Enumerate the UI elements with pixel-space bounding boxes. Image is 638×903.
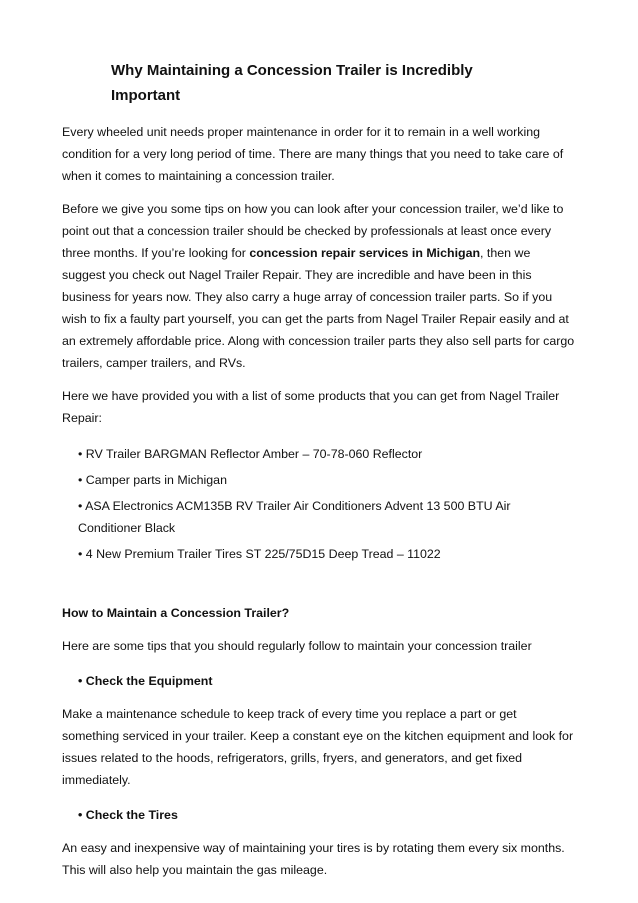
product-list-item: • ASA Electronics ACM135B RV Trailer Air Conditioners Advent 13 500 BTU Air Conditioner Black (78, 499, 511, 535)
tip-heading-equipment: • Check the Equipment (78, 674, 213, 688)
tip-paragraph-equipment: Make a maintenance schedule to keep track of every time you replace a part or get something serviced in your trailer. Keep a constant eye on the kitchen equipment and look for issues related to the hoods, refrigerators, grills, fryers, and generators, and get fixed immediately. (62, 707, 574, 787)
product-list-item: • RV Trailer BARGMAN Reflector Amber – 70-78-060 Reflector (78, 447, 423, 461)
section-heading: How to Maintain a Concession Trailer? (62, 606, 290, 620)
tip-heading-tires: • Check the Tires (78, 808, 178, 822)
paragraph-text-end: , then we suggest you check out Nagel Trailer Repair. They are incredible and have been in this business for years now. They also carry a huge array of concession trailer parts. So if you wish to fix a faulty part yourself, you can get the parts from Nagel Trailer Repair easily and at an extremely affordable price. Along with concession trailer parts they also sell parts for cargo trailers, camper trailers, and RVs. (62, 246, 575, 370)
intro-paragraph: Every wheeled unit needs proper maintenance in order for it to remain in a well working condition for a very long period of time. There are many things that you need to take care of when it comes to maintaining a concession trailer. (62, 125, 564, 183)
tips-intro-paragraph: Here are some tips that you should regularly follow to maintain your concession trailer (62, 639, 532, 653)
document-title: Why Maintaining a Concession Trailer is Incredibly Important (111, 62, 473, 104)
bold-keyword: concession repair services in Michigan (249, 246, 481, 260)
product-list-item: • 4 New Premium Trailer Tires ST 225/75D15 Deep Tread – 11022 (78, 547, 441, 561)
document-body (62, 121, 577, 881)
michigan-repair-paragraph (62, 198, 577, 374)
tip-paragraph-tires: An easy and inexpensive way of maintaining your tires is by rotating them every six months. This will also help you maintain the gas mileage. (62, 841, 565, 877)
products-intro-paragraph: Here we have provided you with a list of some products that you can get from Nagel Trailer Repair: (62, 389, 560, 425)
product-list-item: • Camper parts in Michigan (78, 473, 227, 487)
paragraph-text-start: Before we give you some tips on how you can look after your concession trailer, we’d like to point out that a concession trailer should be checked by professionals at least once every three months. If you’re looking for (62, 202, 564, 260)
